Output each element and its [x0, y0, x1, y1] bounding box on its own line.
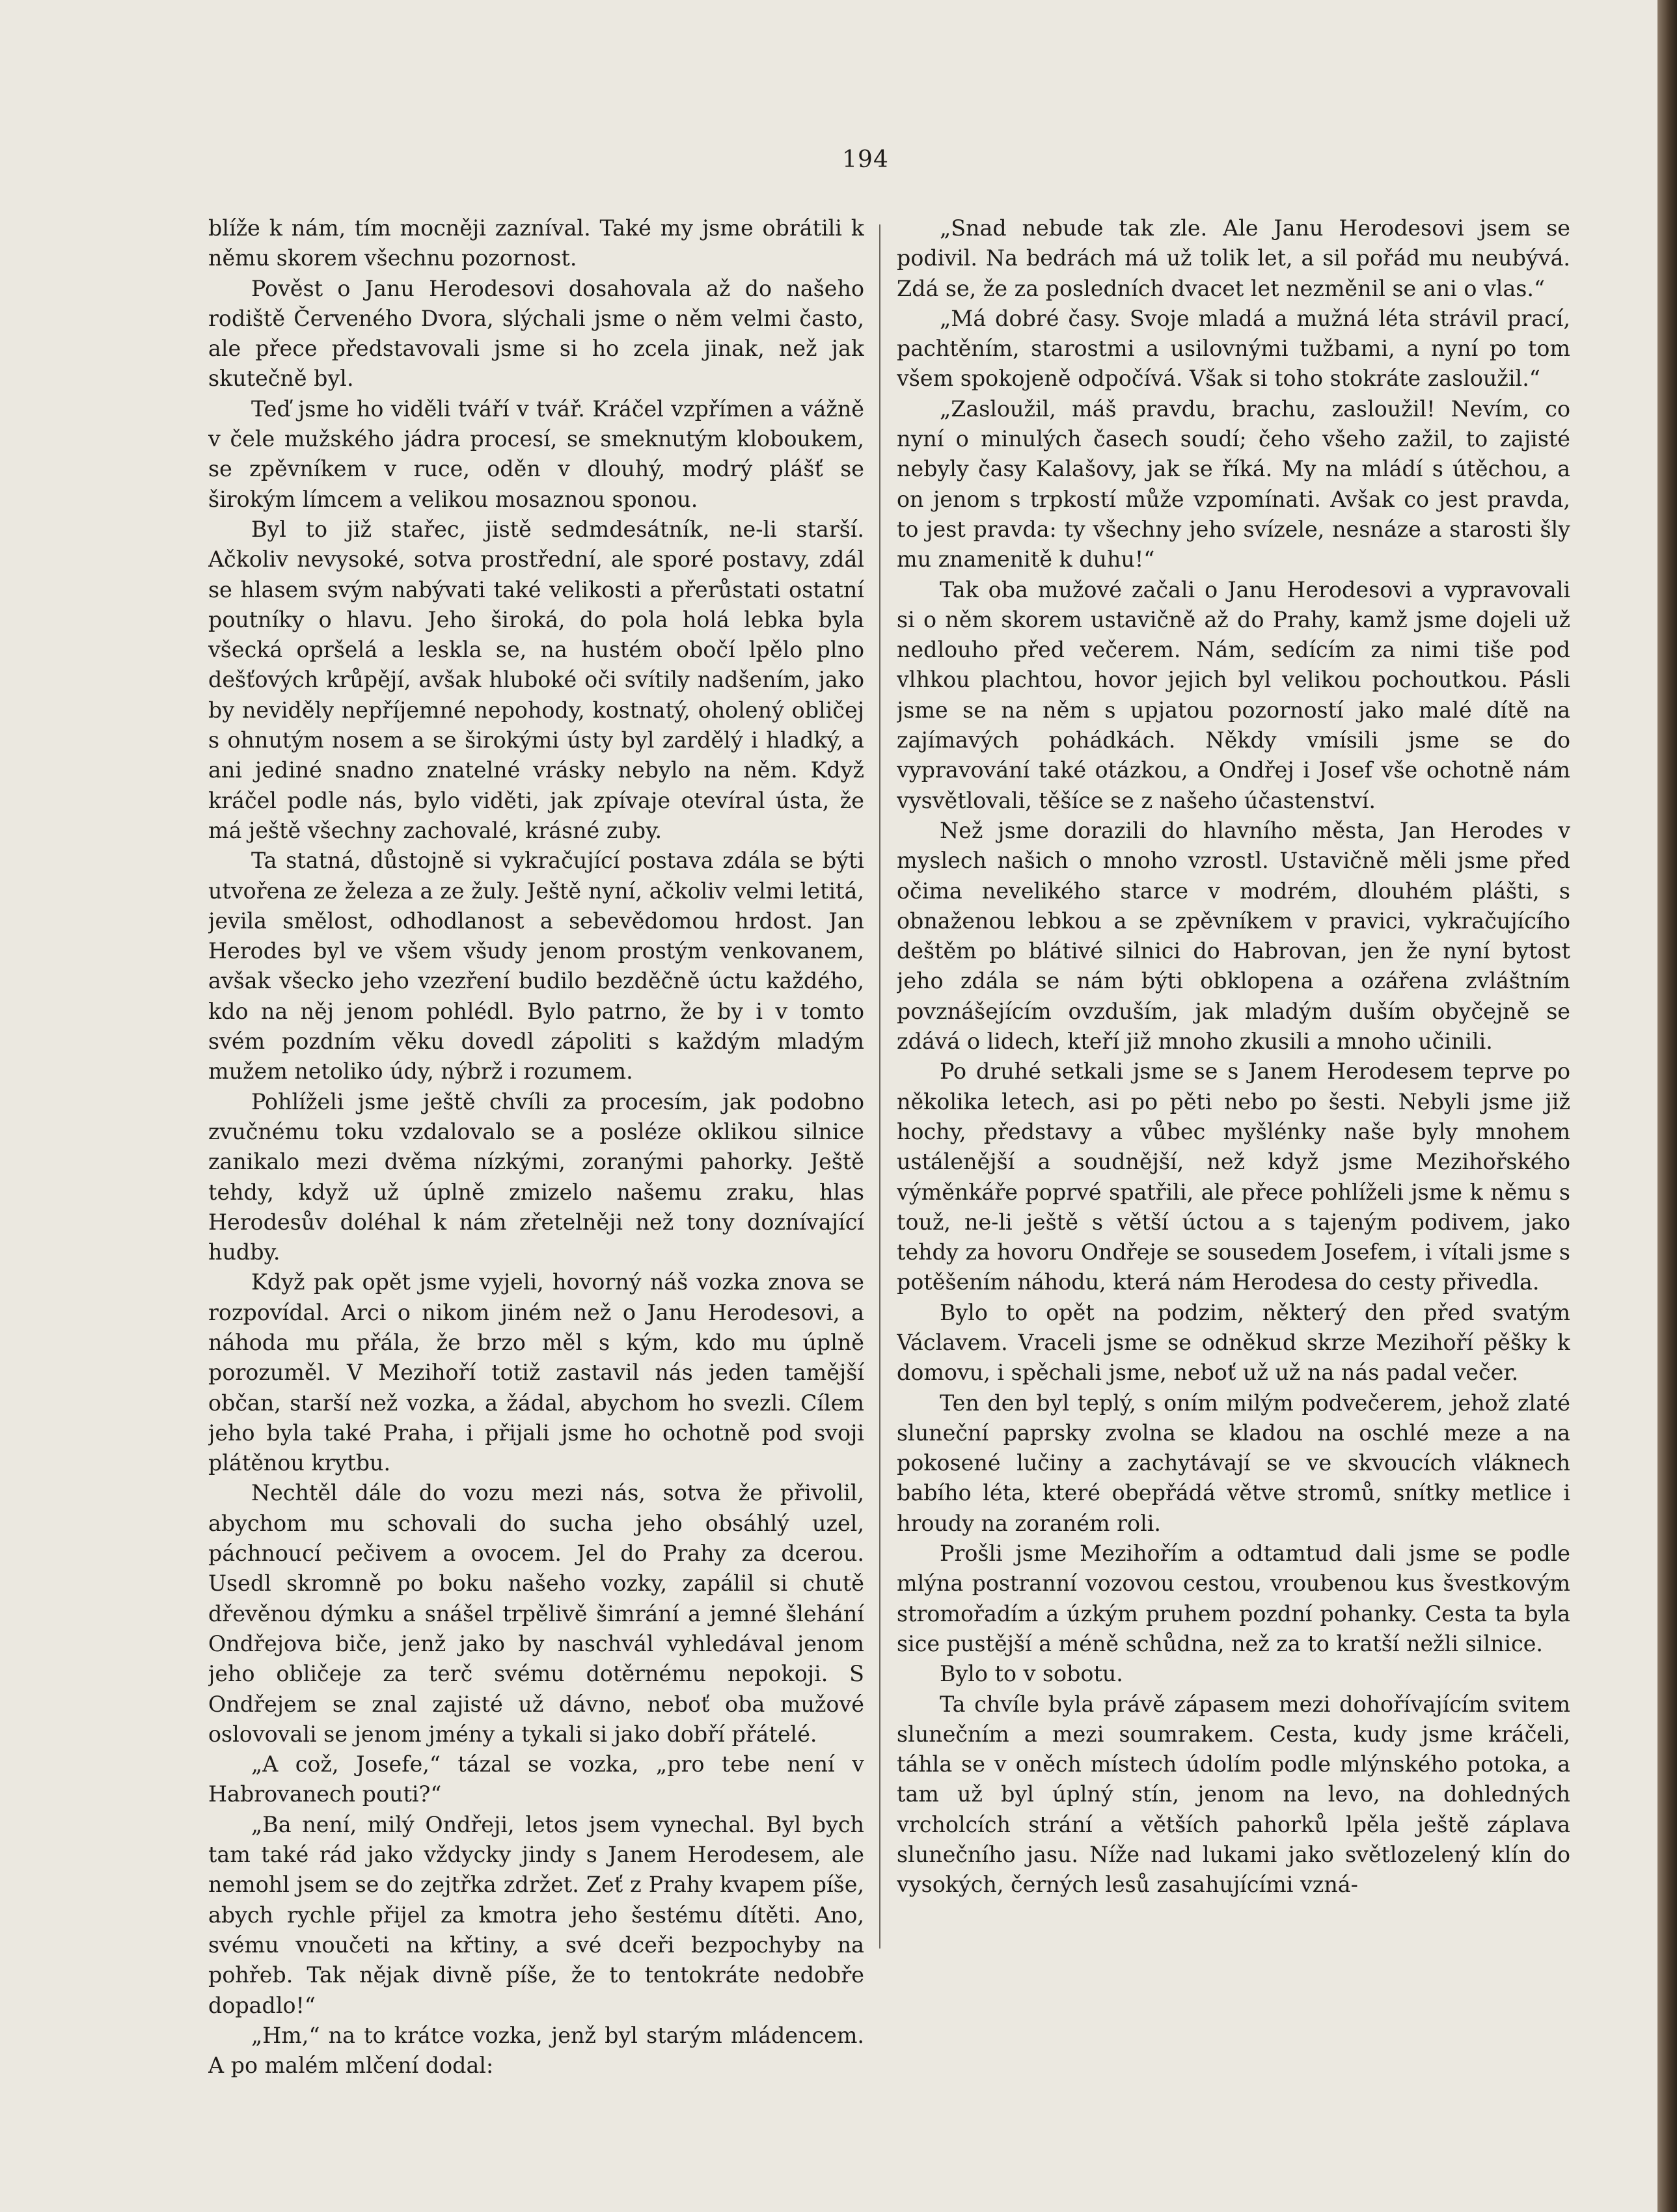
paragraph: „Snad nebude tak zle. Ale Janu Herodesovi jsem se podivil. Na bedrách má už tolik let, a sil pořád mu neubývá. Zdá se, že za posledních dvacet let nezměnil se ani o vlas.“ [897, 215, 1570, 301]
paragraph: „Ba není, milý Ondřeji, letos jsem vynechal. Byl bych tam také rád jako vždycky jindy s Janem Herodesem, ale nemohl jsem se do zejtřka zdržet. Zeť z Prahy kvapem píše, abych rychle přijel za kmotra jeho šestému dítěti. Ano, svému vnoučeti na křtiny, a své dceři bezpochyby na pohřeb. Tak nějak divně píše, že to tentokráte nedobře dopadlo!“ [208, 1811, 864, 2018]
paragraph: „Zasloužil, máš pravdu, brachu, zasloužil! Nevím, co nyní o minulých časech soudí; čeho všeho zažil, to zajisté nebyly časy Kalašovy, jak se říká. My na mládí s útěchou, a on jenom s trpkostí může vzpomínati. Avšak co jest pravda, to jest pravda: ty všechny jeho svízele, nesnáze a starosti šly mu znamenitě k duhu!“ [897, 396, 1570, 573]
paragraph: Bylo to opět na podzim, některý den před svatým Václavem. Vraceli jsme se odněkud skrze Mezihoří pěšky k domovu, i spěchali jsme, neboť už už na nás padal večer. [897, 1299, 1570, 1386]
paragraph: Bylo to v sobotu. [940, 1661, 1123, 1687]
paragraph: Pohlíželi jsme ještě chvíli za procesím, jak podobno zvučnému toku vzdalovalo se a posléze oklikou silnice zanikalo mezi dvěma nízkými, zoranými pahorky. Ještě tehdy, když už úplně zmizelo našemu zraku, hlas Herodesův doléhal k nám zřetelněji než tony doznívající hudby. [208, 1088, 864, 1265]
paragraph: Teď jsme ho viděli tváří v tvář. Kráčel vzpřímen a vážně v čele mužského jádra procesí, se smeknutým kloboukem, se zpěvníkem v ruce, oděn v dlouhý, modrý plášť se širokým límcem a velikou mosaznou sponou. [208, 396, 864, 512]
page-number: 194 [842, 146, 889, 173]
paragraph: „Má dobré časy. Svoje mladá a mužná léta strávil prací, pachtěním, starostmi a usilovnými tužbami, a nyní po tom všem spokojeně odpočívá. Však si toho stokráte zasloužil.“ [897, 305, 1570, 392]
column-divider [879, 224, 880, 1949]
paragraph: Prošli jsme Mezihořím a odtamtud dali jsme se podle mlýna postranní vozovou cestou, vroubenou kus švestkovým stromořadím a úzkým pruhem pozdní pohanky. Cesta ta byla sice pustější a méně schůdna, než za to kratší nežli silnice. [897, 1541, 1570, 1656]
paragraph: Než jsme dorazili do hlavního města, Jan Herodes v myslech našich o mnoho vzrostl. Ustavičně měli jsme před očima nevelikého starce v modrém, dlouhém plášti, s obnaženou lebkou a se zpěvníkem v pravici, vykračujícího deštěm po blátivé silnici do Habrovan, jen že nyní bytost jeho zdála se nám býti obklopena a ozářena zvláštním povznášejícím ovzduším, jak mladým duším obyčejně se zdává o lidech, kteří již mnoho zkusili a mnoho učinili. [897, 817, 1570, 1055]
paragraph: Ten den byl teplý, s oním milým podvečerem, jehož zlaté sluneční paprsky zvolna se kladou na oschlé meze a na pokosené lučiny a zachytávají se ve skvoucích vláknech babího léta, které obepřádá větve stromů, snítky metlice i hroudy na zoraném roli. [897, 1390, 1570, 1536]
paragraph: Byl to již stařec, jistě sedmdesátník, ne-li starší. Ačkoliv nevysoké, sotva prostřední, ale sporé postavy, zdál se hlasem svým nabývati také velikosti a přerůstati ostatní poutníky o hlavu. Jeho široká, do pola holá lebka byla všecká opršelá a leskla se, na hustém obočí lpělo plno dešťových krůpějí, avšak hluboké oči svítily nadšením, jako by neviděly nepříjemné nepohody, kostnatý, oholený obličej s ohnutým nosem a se širokými ústy byl zardělý i hladký, a ani jediné snadno znatelné vrásky nebylo na něm. Když kráčel podle nás, bylo viděti, jak zpívaje otevíral ústa, že má ještě všechny zachovalé, krásné zuby. [208, 516, 864, 843]
paragraph: „A což, Josefe,“ tázal se vozka, „pro tebe není v Habrovanech pouti?“ [208, 1751, 864, 1807]
paragraph: „Hm,“ na to krátce vozka, jenž byl starým mládencem. A po malém mlčení dodal: [208, 2022, 864, 2079]
paragraph: Nechtěl dále do vozu mezi nás, sotva že přivolil, abychom mu schovali do sucha jeho obsáhlý uzel, páchnoucí pečivem a ovocem. Jel do Prahy za dcerou. Usedl skromně po boku našeho vozky, zapálil si chutě dřevěnou dýmku a snášel trpělivě šimrání a jemné šlehání Ondřejova biče, jenž jako by naschvál vyhledával jenom jeho obličeje za terč svému dotěrnému nepokoji. S Ondřejem se znal zajisté už dávno, neboť oba mužové oslovovali se jenom jmény a tykali si jako dobří přátelé. [208, 1480, 864, 1747]
paragraph: Když pak opět jsme vyjeli, hovorný náš vozka znova se rozpovídal. Arci o nikom jiném než o Janu Herodesovi, a náhoda mu přála, že brzo měl s kým, kdo mu úplně porozuměl. V Mezihoří totiž zastavil nás jeden tamější občan, starší než vozka, a žádal, abychom ho svezli. Cílem jeho byla také Praha, i přijali jsme ho ochotně pod svoji plátěnou krytbu. [208, 1269, 864, 1476]
paragraph: Tak oba mužové začali o Janu Herodesovi a vypravovali si o něm skorem ustavičně až do Prahy, kamž jsme dojeli už nedlouho před večerem. Nám, sedícím za nimi tiše pod vlhkou plachtou, hovor jejich byl velikou pochoutkou. Pásli jsme se na něm s upjatou pozorností jako malé dítě na zajímavých pohádkách. Někdy vmísili jsme se do vypravování také otázkou, a Ondřej i Josef vše ochotně nám vysvětlovali, těšíce se z našeho účastenství. [897, 576, 1570, 813]
right-column [897, 213, 1570, 2165]
page-binding-edge [1657, 0, 1677, 2212]
paragraph: Pověst o Janu Herodesovi dosahovala až do našeho rodiště Červeného Dvora, slýchali jsme o něm velmi často, ale přece představovali jsme si ho zcela jinak, než jak skutečně byl. [208, 275, 864, 392]
left-column [208, 213, 864, 2165]
paragraph: Po druhé setkali jsme se s Janem Herodesem teprve po několika letech, asi po pěti nebo po šesti. Nebyli jsme již hochy, představy a vůbec myšlénky naše byly mnohem ustálenější a soudnější, než když jsme Mezihořského výměnkáře poprvé spatřili, ale přece pohlíželi jsme k němu s touž, ne-li ještě s větší úctou a s tajeným podivem, jako tehdy za hovoru Ondřeje se sousedem Josefem, i vítali jsme s potěšením náhodu, která nám Herodesa do cesty přivedla. [897, 1059, 1570, 1295]
paragraph: blíže k nám, tím mocněji zazníval. Také my jsme obrátili k němu skorem všechnu pozornost. [208, 215, 864, 271]
paragraph: Ta statná, důstojně si vykračující postava zdála se býti utvořena ze železa a ze žuly. Ještě nyní, ačkoliv velmi letitá, jevila smělost, odhodlanost a sebevědomou hrdost. Jan Herodes byl ve všem všudy jenom prostým venkovanem, avšak všecko jeho vzezření budilo bezděčně úctu každého, kdo na něj jenom pohlédl. Bylo patrno, že by i v tomto svém pozdním věku dovedl zápoliti s každým mladým mužem netoliko údy, nýbrž i rozumem. [208, 848, 864, 1085]
paragraph: Ta chvíle byla právě zápasem mezi dohořívajícím svitem slunečním a mezi soumrakem. Cesta, kudy jsme kráčeli, táhla se v oněch místech údolím podle mlýnského potoka, a tam už byl úplný stín, jenom na levo, na dohledných vrcholcích strání a větších pahorků lpěla ještě záplava slunečního jasu. Níže nad lukami jako světlozelený klín do vysokých, černých lesů zasahujícími vzná- [897, 1691, 1570, 1898]
